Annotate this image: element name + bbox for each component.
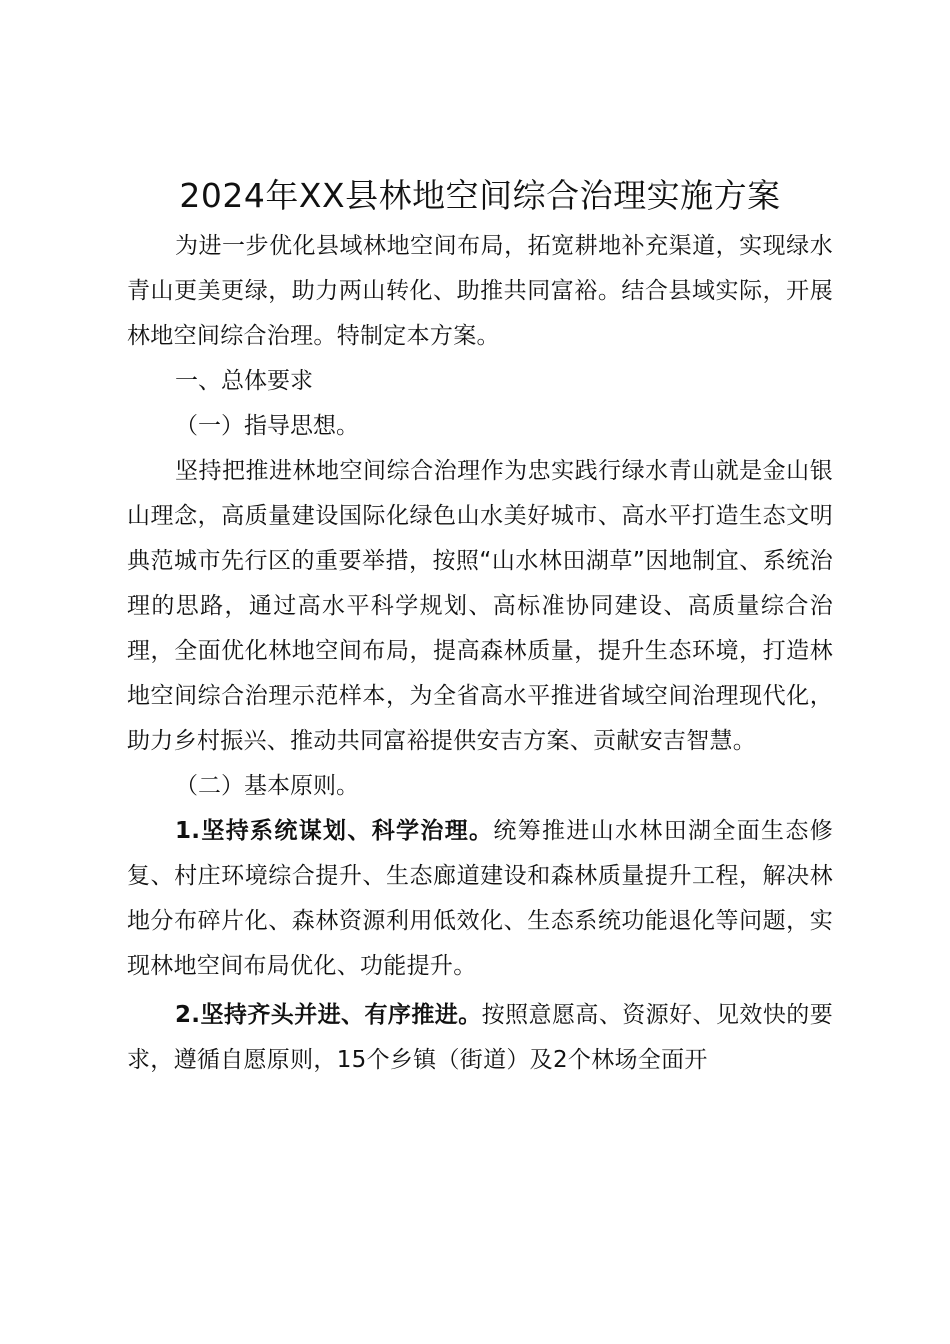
subsection-heading-guiding-ideology: （一）指导思想。 (175, 413, 359, 439)
document-title: 2024年XX县林地空间综合治理实施方案 (179, 176, 781, 215)
document-page (127, 168, 833, 1083)
principle-title-1: 1.坚持系统谋划、科学治理。 (175, 818, 494, 844)
principle-paragraph-1 (127, 809, 833, 989)
guiding-ideology-paragraph: 坚持把推进林地空间综合治理作为忠实践行绿水青山就是金山银山理念，高质量建设国际化绿色山水美好城市、高水平打造生态文明典范城市先行区的重要举措，按照“山水林田湖草”因地制宜、系统治理的思路，通过高水平科学规划、高标准协同建设、高质量综合治理，全面优化林地空间布局，提高森林质量，提升生态环境，打造林地空间综合治理示范样本，为全省高水平推进省域空间治理现代化，助力乡村振兴、推动共同富裕提供安吉方案、贡献安吉智慧。 (127, 458, 833, 754)
section-heading-overall-requirements: 一、总体要求 (175, 368, 313, 394)
principle-body-2: 按照意愿高、资源好、见效快的要求，遵循自愿原则，15个乡镇（街道）及2个林场全面开 (127, 1002, 833, 1073)
principle-title-2: 2.坚持齐头并进、有序推进。 (175, 1002, 482, 1028)
subsection-heading-basic-principles: （二）基本原则。 (175, 773, 359, 799)
principle-body-1: 统筹推进山水林田湖全面生态修复、村庄环境综合提升、生态廊道建设和森林质量提升工程，解决林地分布碎片化、森林资源利用低效化、生态系统功能退化等问题，实现林地空间布局优化、功能提升。 (127, 818, 833, 979)
principle-paragraph-2 (127, 993, 833, 1083)
intro-paragraph: 为进一步优化县域林地空间布局，拓宽耕地补充渠道，实现绿水青山更美更绿，助力两山转化、助推共同富裕。结合县域实际，开展林地空间综合治理。特制定本方案。 (127, 233, 833, 349)
